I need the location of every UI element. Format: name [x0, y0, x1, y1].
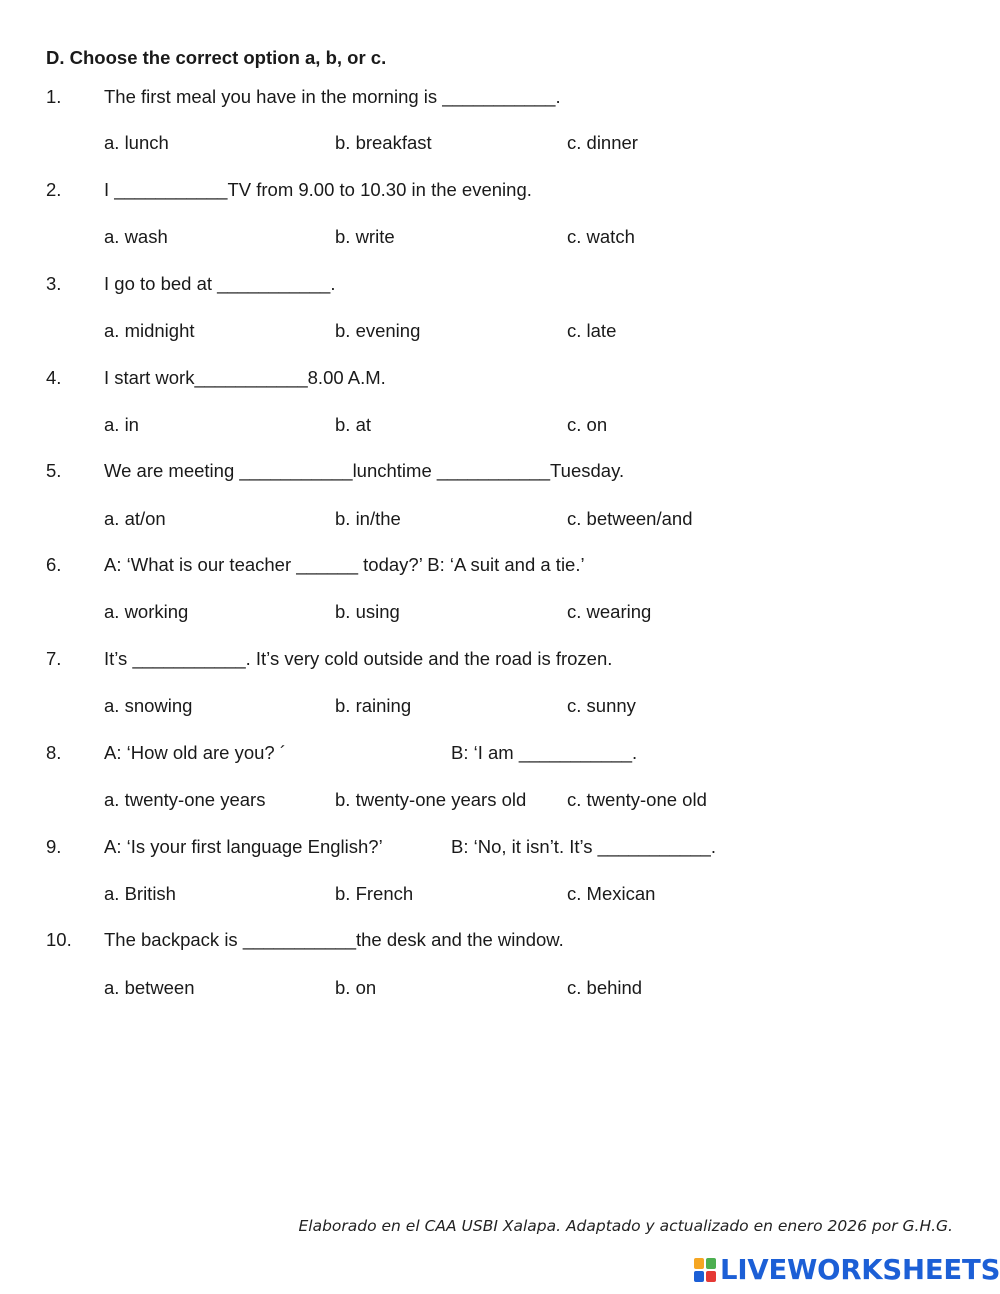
question-text: It’s ___________. It’s very cold outside and the road is frozen. — [104, 648, 613, 669]
option-a[interactable]: a. lunch — [104, 132, 169, 153]
option-c[interactable]: c. Mexican — [567, 883, 656, 904]
option-b[interactable]: b. raining — [335, 695, 412, 716]
question-number: 9. — [46, 836, 62, 857]
logo-text: LIVEWORKSHEETS — [720, 1254, 1000, 1286]
option-a[interactable]: a. midnight — [104, 320, 195, 341]
option-a[interactable]: a. between — [104, 977, 195, 998]
question-number: 6. — [46, 554, 62, 575]
option-b[interactable]: b. using — [335, 601, 400, 622]
option-a[interactable]: a. British — [104, 883, 176, 904]
question-number: 1. — [46, 86, 62, 107]
question-text: I ___________TV from 9.00 to 10.30 in the evening. — [104, 179, 532, 200]
question-text: A: ‘How old are you? ´ — [104, 742, 287, 763]
question-text: I go to bed at ___________. — [104, 273, 336, 294]
option-a[interactable]: a. snowing — [104, 695, 193, 716]
footer-credit: Elaborado en el CAA USBI Xalapa. Adaptado y actualizado en enero 2026 por G.H.G. — [298, 1217, 953, 1235]
question-text-b: B: ‘No, it isn’t. It’s ___________. — [451, 836, 716, 857]
question-number: 4. — [46, 367, 62, 388]
question-number: 3. — [46, 273, 62, 294]
question-number: 8. — [46, 742, 62, 763]
option-a[interactable]: a. in — [104, 414, 139, 435]
option-c[interactable]: c. between/and — [567, 508, 693, 529]
liveworksheets-icon — [693, 1256, 717, 1284]
option-b[interactable]: b. write — [335, 226, 395, 247]
option-a[interactable]: a. twenty-one years — [104, 789, 266, 810]
question-number: 10. — [46, 929, 72, 950]
option-c[interactable]: c. on — [567, 414, 608, 435]
question-text: The first meal you have in the morning is ___________. — [104, 86, 561, 107]
option-b[interactable]: b. in/the — [335, 508, 401, 529]
option-b[interactable]: b. at — [335, 414, 371, 435]
option-c[interactable]: c. late — [567, 320, 617, 341]
question-number: 5. — [46, 460, 62, 481]
option-a[interactable]: a. at/on — [104, 508, 166, 529]
option-b[interactable]: b. French — [335, 883, 414, 904]
option-c[interactable]: c. behind — [567, 977, 643, 998]
option-a[interactable]: a. wash — [104, 226, 168, 247]
question-text-b: B: ‘I am ___________. — [451, 742, 638, 763]
section-heading: D. Choose the correct option a, b, or c. — [46, 47, 387, 68]
option-b[interactable]: b. twenty-one years old — [335, 789, 527, 810]
option-c[interactable]: c. dinner — [567, 132, 638, 153]
question-text: The backpack is ___________the desk and the window. — [104, 929, 564, 950]
option-b[interactable]: b. evening — [335, 320, 421, 341]
liveworksheets-logo — [693, 1254, 1000, 1286]
question-text: I start work___________8.00 A.M. — [104, 367, 386, 388]
option-b[interactable]: b. breakfast — [335, 132, 432, 153]
option-b[interactable]: b. on — [335, 977, 377, 998]
question-text: A: ‘Is your first language English?’ — [104, 836, 383, 857]
option-c[interactable]: c. wearing — [567, 601, 652, 622]
option-c[interactable]: c. sunny — [567, 695, 636, 716]
question-number: 7. — [46, 648, 62, 669]
option-c[interactable]: c. watch — [567, 226, 635, 247]
option-c[interactable]: c. twenty-one old — [567, 789, 707, 810]
question-text: A: ‘What is our teacher ______ today?’ B: ‘A suit and a tie.’ — [104, 554, 585, 575]
question-text: We are meeting ___________lunchtime ___________Tuesday. — [104, 460, 625, 481]
question-number: 2. — [46, 179, 62, 200]
option-a[interactable]: a. working — [104, 601, 189, 622]
